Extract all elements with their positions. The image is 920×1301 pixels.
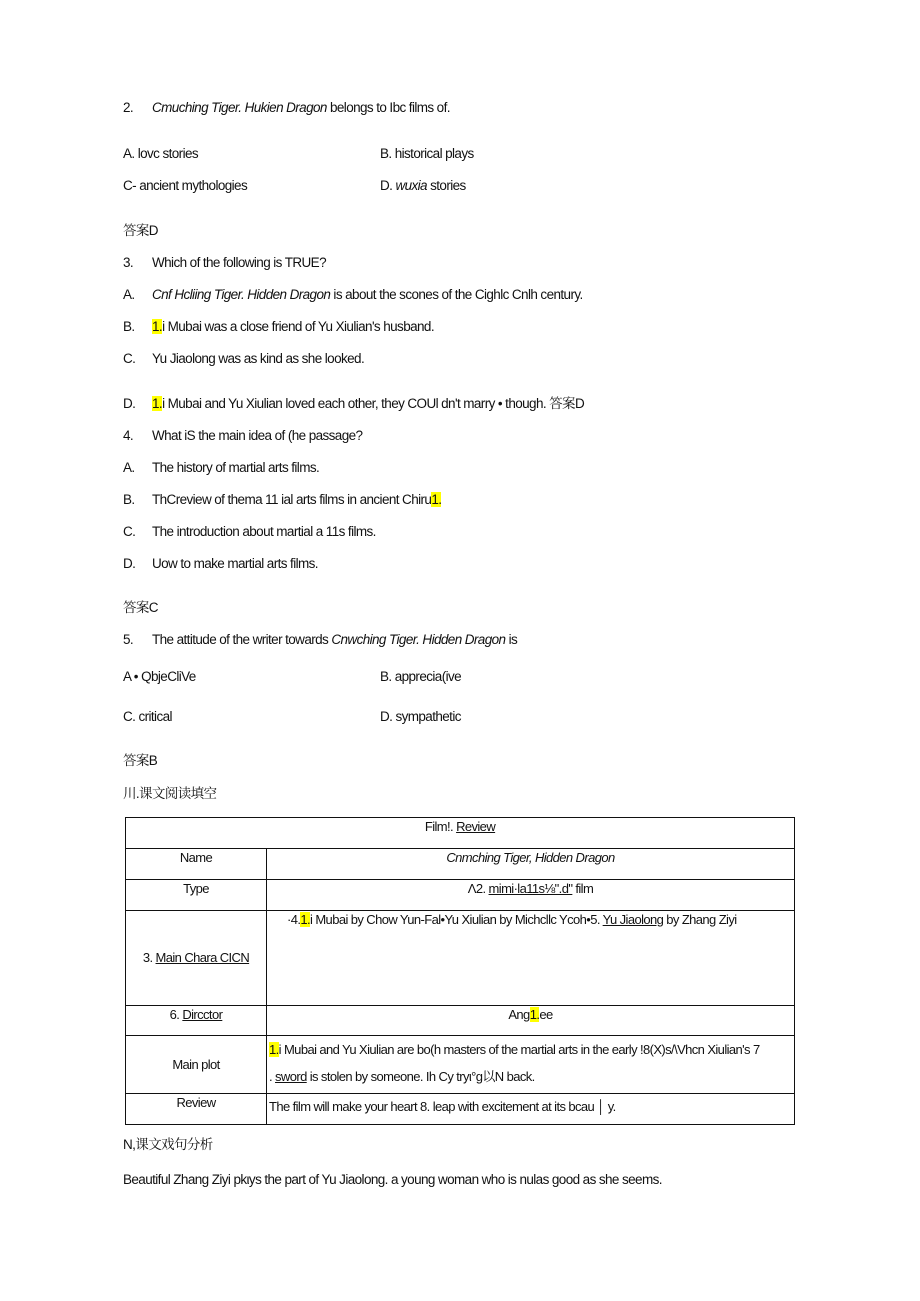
q2-option-d: D. wuxia stories xyxy=(380,178,466,193)
q4-option-d: D. Uow to make martial arts films. xyxy=(123,556,318,571)
q2-answer: 答案D xyxy=(123,223,158,238)
highlight-mark: 1. xyxy=(431,492,442,507)
q3-option-c: C. Yu Jiaolong was as kind as she looked. xyxy=(123,351,365,366)
name-value: Cnmching Tiger, Hidden Dragon xyxy=(267,849,795,880)
q5-stem: 5. The attitude of the writer towards Cnwching Tiger. Hidden Dragon is xyxy=(123,632,518,647)
name-label: Name xyxy=(126,849,267,880)
highlight-mark: 1. xyxy=(152,319,163,334)
q2-stem xyxy=(123,99,450,117)
review-label: Review xyxy=(126,1094,267,1125)
q5-option-a: A • QbjeCliVe xyxy=(123,669,196,684)
q4-answer: 答案C xyxy=(123,600,158,615)
table-title-cell: Film!. Review xyxy=(126,818,795,849)
q4-stem: 4. What iS the main idea of (he passage? xyxy=(123,428,363,443)
highlight-mark: 1. xyxy=(300,912,311,927)
section-3-title: 川.课文阅读填空 xyxy=(123,786,217,801)
highlight-mark: 1. xyxy=(529,1007,540,1022)
type-label: Type xyxy=(126,880,267,911)
highlight-mark: 1. xyxy=(152,396,163,411)
highlight-mark: 1. xyxy=(269,1042,279,1057)
q4-option-a: A. The history of martial arts films. xyxy=(123,460,320,475)
type-value: Λ2. mimi·la11s⅛".d" film xyxy=(267,880,795,911)
q3-option-d-with-answer: D. 1.i Mubai and Yu Xiulian loved each other, they COUl dn't marry • though. 答案D xyxy=(123,396,585,411)
q5-option-b: B. apprecia(ive xyxy=(380,669,462,684)
main-plot-label: Main plot xyxy=(126,1036,267,1094)
director-label: 6. Dircctor xyxy=(126,1006,267,1036)
q2-option-b: B. historical plays xyxy=(380,146,474,161)
q5-option-d: D. sympathetic xyxy=(380,709,461,724)
main-characters-label: 3. Main Chara CICN xyxy=(126,911,267,1006)
q2-film-title: Cmuching Tiger. Hukien Dragon xyxy=(152,100,327,115)
q3-stem: 3. Which of the following is TRUE? xyxy=(123,255,326,270)
q4-option-b: B. ThCreview of thema 11 ial arts films in ancient Chiru1. xyxy=(123,492,442,507)
q2-option-c: C- ancient mythologies xyxy=(123,178,248,193)
q3-option-a: A. Cnf Hcliing Tiger. Hidden Dragon is about the scones of the Cighlc Cnlh century. xyxy=(123,287,583,302)
q4-option-c: C. The introduction about martial a 11s films. xyxy=(123,524,376,539)
q2-option-a: A. lovc stories xyxy=(123,146,199,161)
q3-option-b: B. 1.i Mubai was a close friend of Yu Xiulian's husband. xyxy=(123,319,434,334)
q5-answer: 答案B xyxy=(123,753,158,768)
analysis-sentence: Beautiful Zhang Ziyi pkιys the part of Yu Jiaolong. a young woman who is nulas good as she seems. xyxy=(123,1172,662,1187)
section-4-title: N,课文戏句分析 xyxy=(123,1137,213,1152)
q5-option-c: C. critical xyxy=(123,709,172,724)
film-review-table xyxy=(125,817,795,1125)
main-plot-value: 1.i Mubai and Yu Xiulian are bo(h masters of the martial arts in the early !8(X)s/\Vhcn Xiulian's 7 . sword is stolen by someone. Ih Cy tryι°g以N back. xyxy=(267,1036,795,1094)
director-value: Ang1.ee xyxy=(267,1006,795,1036)
q2-stem-rest: belongs to Ibc films of. xyxy=(326,100,450,115)
review-value: The film will make your heart 8. leap with excitement at its bcau │ y. xyxy=(267,1094,795,1125)
q2-number: 2. xyxy=(123,100,134,115)
main-characters-value: ·4.1.i Mubai by Chow Yun-Fal•Yu Xiulian by Michcllc Ycoh•5. Yu Jiaolong by Zhang Ziyi xyxy=(267,911,795,1006)
